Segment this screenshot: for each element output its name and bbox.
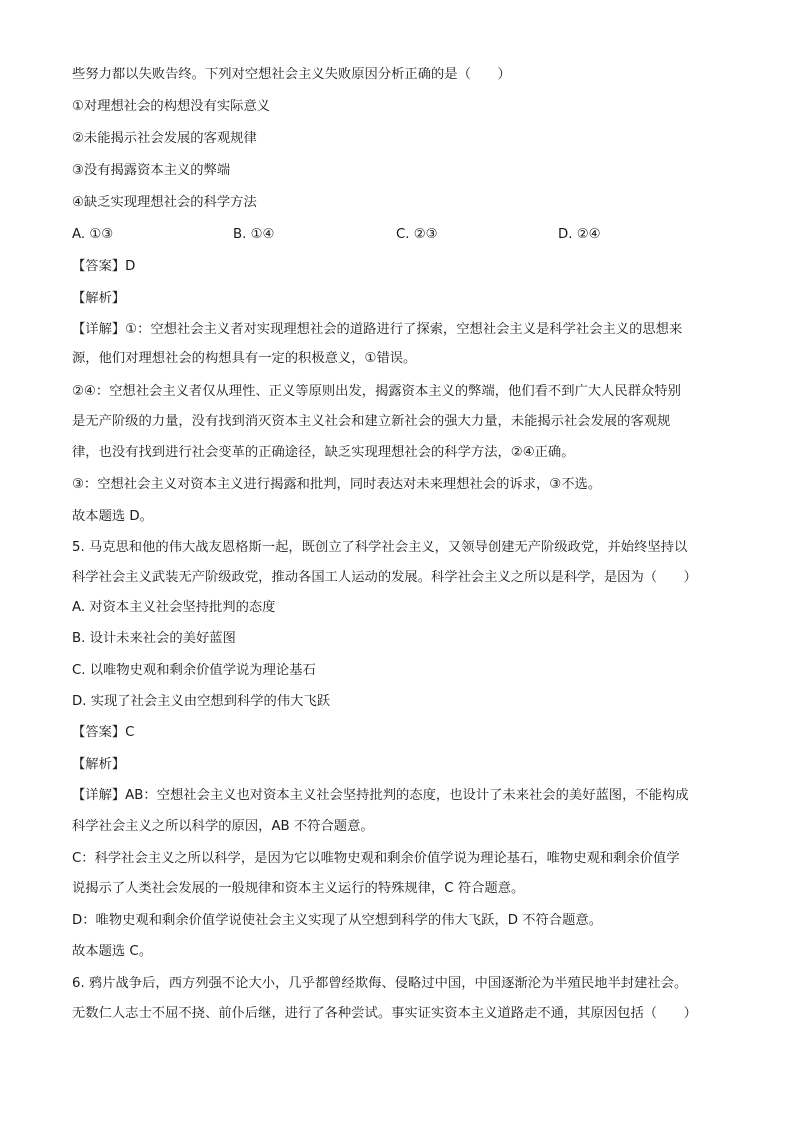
q6-stem-line: 6. 鸦片战争后，西方列强不论大小，几乎都曾经欺侮、侵略过中国，中国逐渐沦为半殖民地半封建社会。 bbox=[72, 976, 688, 991]
q5-option-a: A. 对资本主义社会坚持批判的态度 bbox=[72, 600, 276, 615]
q5-detail-line: 说揭示了人类社会发展的一般规律和资本主义运行的特殊规律，C 符合题意。 bbox=[72, 881, 525, 896]
q4-detail-line: 是无产阶级的力量，没有找到消灭资本主义社会和建立新社会的强大力量，未能揭示社会发展的客观规 bbox=[72, 414, 671, 429]
q5-option-d: D. 实现了社会主义由空想到科学的伟大飞跃 bbox=[72, 694, 331, 709]
q4-option-c: C. ②③ bbox=[396, 227, 438, 242]
q4-item-3: ③没有揭露资本主义的弊端 bbox=[72, 163, 231, 178]
q5-detail-line: D：唯物史观和剩余价值学说使社会主义实现了从空想到科学的伟大飞跃，D 不符合题意。 bbox=[72, 913, 602, 928]
q4-option-a: A. ①③ bbox=[72, 227, 114, 242]
q4-item-1: ①对理想社会的构想没有实际意义 bbox=[72, 99, 271, 114]
q5-detail-line: 【详解】AB：空想社会主义也对资本主义社会坚持批判的态度，也设计了未来社会的美好蓝图，不能构成 bbox=[72, 788, 689, 803]
q4-detail-line: 【详解】①：空想社会主义者对实现理想社会的道路进行了探索，空想社会主义是科学社会主义的思想来 bbox=[72, 322, 683, 337]
q4-detail-line: ②④：空想社会主义者仅从理性、正义等原则出发，揭露资本主义的弊端，他们看不到广大人民群众特别 bbox=[72, 384, 681, 399]
q5-detail-line: C：科学社会主义之所以科学，是因为它以唯物史观和剩余价值学说为理论基石，唯物史观和剩余价值学 bbox=[72, 851, 680, 866]
q4-detail-line: ③：空想社会主义对资本主义进行揭露和批判，同时表达对未来理想社会的诉求，③不选。 bbox=[72, 477, 602, 492]
q5-option-b: B. 设计未来社会的美好蓝图 bbox=[72, 631, 236, 646]
q4-item-2: ②未能揭示社会发展的客观规律 bbox=[72, 131, 257, 146]
q4-conclusion: 故本题选 D。 bbox=[72, 509, 153, 524]
q4-option-b: B. ①④ bbox=[233, 227, 275, 242]
q5-stem-line: 科学社会主义武装无产阶级政党，推动各国工人运动的发展。科学社会主义之所以是科学，是因为（ ） bbox=[72, 570, 697, 585]
q4-item-4: ④缺乏实现理想社会的科学方法 bbox=[72, 195, 257, 210]
q4-analysis-heading: 【解析】 bbox=[72, 291, 126, 306]
q5-detail-line: 科学社会主义之所以科学的原因，AB 不符合题意。 bbox=[72, 819, 374, 834]
q5-analysis-heading: 【解析】 bbox=[72, 757, 126, 772]
q4-options bbox=[72, 226, 732, 244]
q6-stem-line: 无数仁人志士不屈不挠、前仆后继，进行了各种尝试。事实证实资本主义道路走不通，其原因包括（ ） bbox=[72, 1006, 697, 1021]
q4-answer: 【答案】D bbox=[72, 259, 136, 274]
q4-detail-line: 源，他们对理想社会的构想具有一定的积极意义，①错误。 bbox=[72, 351, 417, 366]
q5-answer: 【答案】C bbox=[72, 725, 135, 740]
q4-intro: 些努力都以失败告终。下列对空想社会主义失败原因分析正确的是（ ） bbox=[72, 67, 511, 82]
q5-stem-line: 5. 马克思和他的伟大战友恩格斯一起，既创立了科学社会主义，又领导创建无产阶级政党，并始终坚持以 bbox=[72, 540, 688, 555]
q5-option-c: C. 以唯物史观和剩余价值学说为理论基石 bbox=[72, 663, 316, 678]
q5-conclusion: 故本题选 C。 bbox=[72, 944, 152, 959]
q4-option-d: D. ②④ bbox=[558, 227, 601, 242]
q4-detail-line: 律，也没有找到进行社会变革的正确途径，缺乏实现理想社会的科学方法，②④正确。 bbox=[72, 445, 575, 460]
